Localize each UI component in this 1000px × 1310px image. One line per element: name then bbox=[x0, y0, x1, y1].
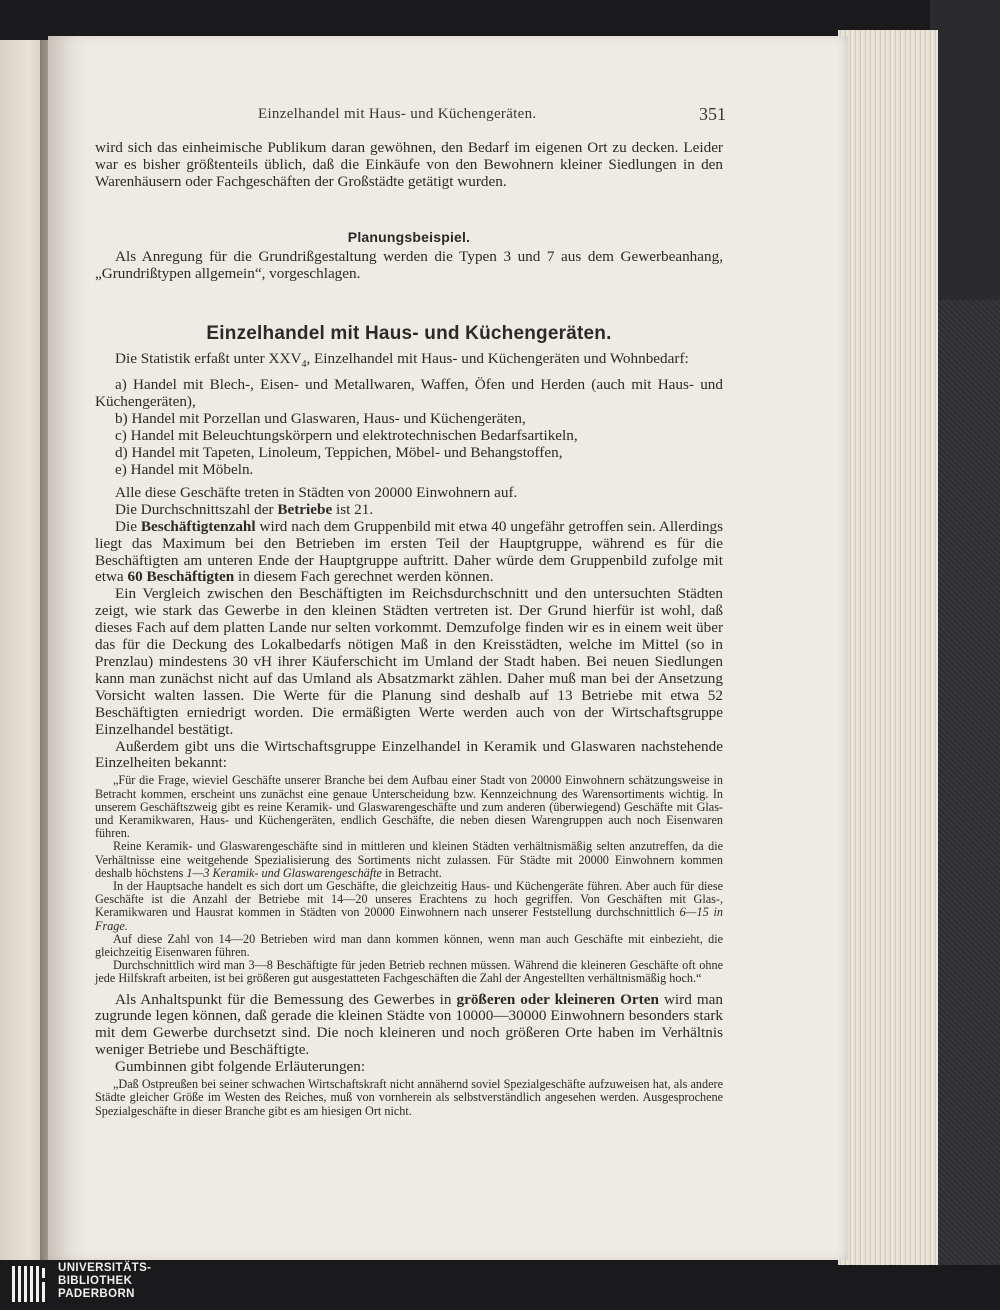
list-item: b) Handel mit Porzellan und Glaswaren, Haus- und Küchengeräten, bbox=[115, 410, 526, 428]
paragraph-average: Die Durchschnittszahl der Betriebe ist 21. bbox=[115, 500, 374, 518]
quote-paragraph: „Daß Ostpreußen bei seiner schwachen Wirtschaftskraft nicht annähernd soviel Spezialgeschäfte aufzuweisen hat, als andere Städte gleicher Größe im Westen des Reiches, muß von vornherein als selbstverständlich angesehen werden. Ausgesprochene Spezialgeschäfte in dieser Branche gibt es am hiesigen Ort nicht. bbox=[95, 1077, 723, 1118]
paragraph-comparison: Ein Vergleich zwischen den Beschäftigten im Reichsdurchschnitt und den untersuchten Städten zeigt, wie stark das Gewerbe in den kleinen Städten vertreten ist. Der Grund hierfür ist wohl, daß dieses Fach auf dem platten Lande nur selten vorkommt. Demzufolge finden wir es in einem weit über das für die Deckung des Lokalbedarfs nötigen Maß in den Kreisstädten, welche im Mittel (so in Prenzlau) mindestens 30 vH ihrer Käuferschicht im Umland der Stadt haben. Bei neuen Siedlungen kann man zunächst nicht auf das Umland als Absatzmarkt zählen. Daher muß man bei der Ansetzung Vorsicht walten lassen. Die Werte für die Planung sind deshalb auf 13 Betriebe mit etwa 52 Beschäftigten erniedrigt worden. Die ermäßigten Werte werden auch von der Wirtschaftsgruppe Einzelhandel bestätigt. bbox=[95, 585, 723, 738]
page-content bbox=[95, 140, 723, 1124]
logo-line: BIBLIOTHEK bbox=[58, 1275, 133, 1287]
page-header bbox=[48, 104, 848, 128]
cover-cloth bbox=[930, 300, 1000, 1265]
quote-paragraph: Auf diese Zahl von 14—20 Betrieben wird man dann kommen können, wenn man auch Geschäfte mit einbezieht, die gleichzeitig Eisenwaren führen. bbox=[95, 931, 723, 959]
quote-block-ceramics bbox=[95, 774, 723, 985]
intro-paragraph: wird sich das einheimische Publikum daran gewöhnen, den Bedarf im eigenen Ort zu decken. Leider war es bisher größtenteils üblich, daß die Einkäufe von den Bewohnern kleiner Siedlungen in den Warenhäusern oder Fachgeschäften der Großstädte getätigt wurden. bbox=[95, 139, 723, 190]
paragraph-also: Außerdem gibt uns die Wirtschaftsgruppe Einzelhandel in Keramik und Glaswaren nachstehende Einzelheiten bekannt: bbox=[95, 737, 723, 772]
logo-line: PADERBORN bbox=[58, 1288, 135, 1300]
planning-heading: Planungsbeispiel. bbox=[347, 228, 471, 245]
book-cover bbox=[930, 0, 1000, 1265]
list-item: a) Handel mit Blech-, Eisen- und Metallwaren, Waffen, Öfen und Herden (auch mit Haus- und Küchengeräten), bbox=[95, 376, 723, 411]
quote-paragraph: „Für die Frage, wieviel Geschäfte unserer Branche bei dem Aufbau einer Stadt von 20000 Einwohnern schätzungsweise in Betracht kommen, erscheint uns zunächst eine genaue Unterscheidung bzw. Kennzeichnung des Warensortiments wichtig. In unserem Geschäftszweig gibt es reine Keramik- und Glaswarengeschäfte und zum anderen (überwiegend) Geschäfte mit Glas- und Keramikwaren, Haus- und Küchengeräten, endlich Geschäfte, die neben diesen Warengruppen auch noch Eisenwaren führen. bbox=[95, 773, 723, 841]
paragraph-employees: Die Beschäftigtenzahl wird nach dem Gruppenbild mit etwa 40 ungefähr getroffen sein. Allerdings liegt das Maximum bei den Betrieben im ersten Teil der Hauptgruppe, während es für die Beschäftigten am unteren Ende der Hauptgruppe auftritt. Daher würde dem Gruppenbild zufolge mit etwa 60 Beschäftigten in diesem Fach gerechnet werden können. bbox=[95, 517, 723, 586]
book-page bbox=[48, 36, 848, 1260]
running-head: Einzelhandel mit Haus- und Küchengeräten. bbox=[258, 106, 537, 122]
quote-paragraph: Reine Keramik- und Glaswarengeschäfte sind in mittleren und kleinen Städten verhältnismäßig selten anzutreffen, da die Verhältnisse eine weitgehende Spezialisierung des Sortiments nicht zulassen. Für Städte mit 20000 Einwohnern kommen deshalb höchstens 1—3 Keramik- und Glaswarengeschäfte in Betracht. bbox=[95, 839, 723, 880]
list-item: c) Handel mit Beleuchtungskörpern und elektrotechnischen Bedarfsartikeln, bbox=[115, 427, 578, 445]
quote-paragraph: In der Hauptsache handelt es sich dort um Geschäfte, die gleichzeitig Haus- und Küchengeräte führen. Aber auch für diese Geschäfte ist die Anzahl der Betriebe mit 14—20 unseres Erachtens zu hoch gegriffen. Von Geschäften mit Glas-, Keramikwaren und Hausrat kommen in Städten von 20000 Einwohnern nach unserer Feststellung durchschnittlich 6—15 in Frage. bbox=[95, 878, 723, 933]
section-heading: Einzelhandel mit Haus- und Küchengeräten. bbox=[206, 322, 612, 344]
library-logo-text bbox=[58, 1262, 151, 1301]
category-list bbox=[95, 377, 723, 478]
planning-text: Als Anregung für die Grundrißgestaltung werden die Typen 3 und 7 aus dem Gewerbeanhang, „Grundrißtypen allgemein“, vorgeschlagen. bbox=[95, 247, 723, 282]
paragraph-gumbinnen: Gumbinnen gibt folgende Erläuterungen: bbox=[115, 1058, 366, 1076]
paragraph-all-shops: Alle diese Geschäfte treten in Städten von 20000 Einwohnern auf. bbox=[115, 483, 518, 501]
paragraph-basis: Als Anhaltspunkt für die Bemessung des Gewerbes in größeren oder kleineren Orten wird man zugrunde legen können, daß gerade die kleinen Städte von 10000—30000 Einwohnern besonders stark mit dem Gewerbe durchsetzt sind. Die noch kleineren und noch größeren Orte haben im Verhältnis weniger Betriebe und Beschäftigte. bbox=[95, 990, 723, 1059]
logo-line: UNIVERSITÄTS- bbox=[58, 1262, 152, 1274]
quote-block-gumbinnen bbox=[95, 1078, 723, 1118]
page-number: 351 bbox=[699, 104, 726, 124]
list-item: d) Handel mit Tapeten, Linoleum, Teppichen, Möbel- und Behangstoffen, bbox=[115, 444, 563, 462]
library-logo-icon bbox=[8, 1262, 53, 1308]
statistics-intro: Die Statistik erfaßt unter $XXV_4$, Einzelhandel mit Haus- und Küchengeräten und Wohnbedarf: bbox=[115, 349, 689, 370]
list-item: e) Handel mit Möbeln. bbox=[115, 461, 254, 478]
page-stack-edge bbox=[838, 30, 938, 1265]
quote-paragraph: Durchschnittlich wird man 3—8 Beschäftigte für jeden Betrieb rechnen müssen. Während die kleineren Geschäfte oft ohne jede Hilfskraft arbeiten, ist bei größeren gut ausgestatteten Fachgeschäften die Zahl der Angestellten verhältnismäßig hoch.“ bbox=[95, 958, 723, 986]
